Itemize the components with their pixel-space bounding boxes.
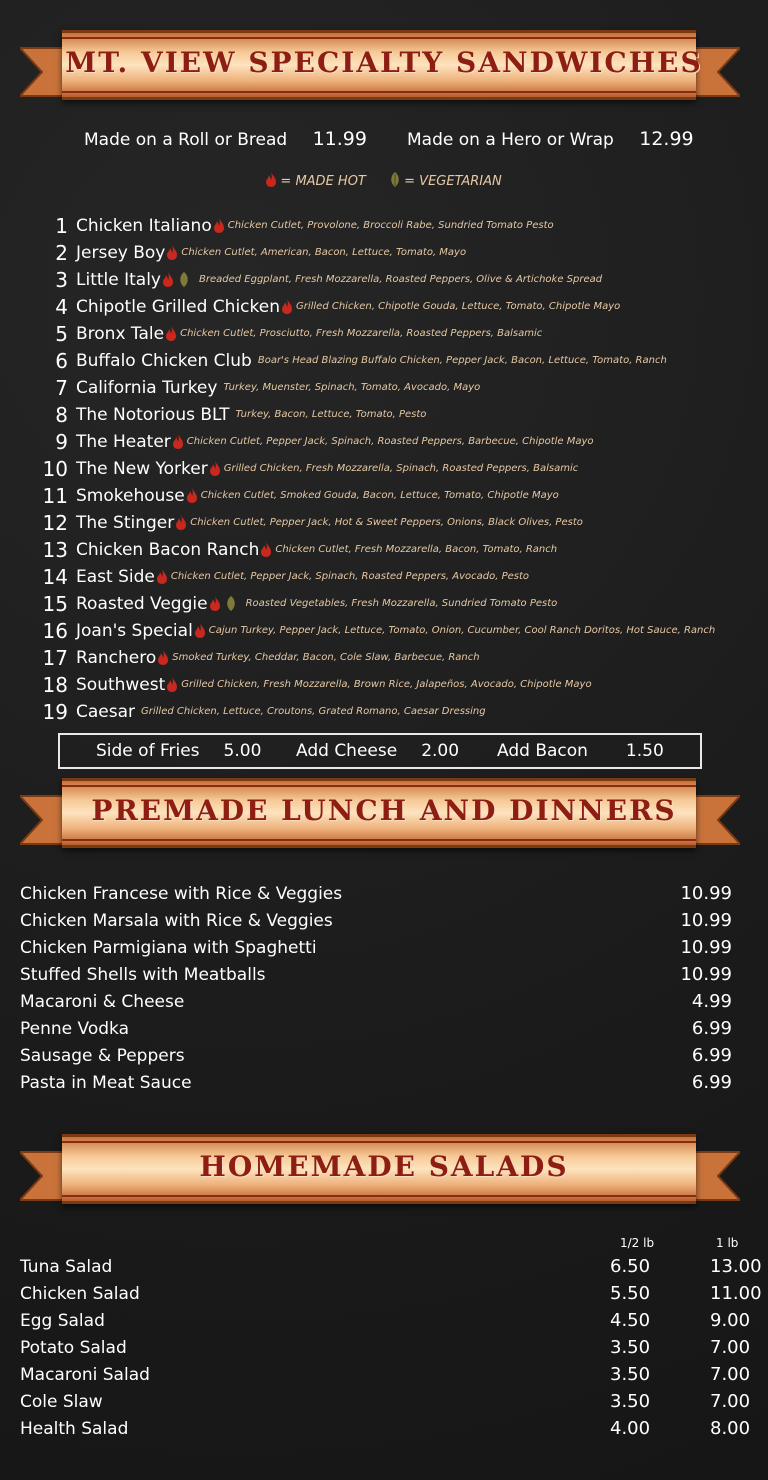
flame-icon [261,542,271,557]
sandwich-number: 2 [55,240,68,265]
sandwich-description: Chicken Cutlet, Pepper Jack, Spinach, Roasted Peppers, Avocado, Pesto [170,571,530,582]
sandwich-icons [167,675,177,694]
hero-label: Made on a Hero or Wrap [407,130,614,150]
sandwich-name: Chicken Bacon Ranch [76,539,260,560]
sandwich-icons [210,594,236,613]
sandwich-number: 1 [55,213,68,238]
half-pound-header: 1/2 lb [620,1236,655,1250]
premade-name: Penne Vodka [20,1018,129,1039]
sandwich-number: 6 [55,348,68,373]
flame-icon [167,245,177,260]
legend-vegetarian-label: = VEGETARIAN [404,174,502,189]
addon-fries [96,741,261,761]
sandwich-description: Chicken Cutlet, Smoked Gouda, Bacon, Lettuce, Tomato, Chipotle Mayo [200,490,559,501]
salad-half-price: 4.50 [610,1310,651,1331]
sandwich-description: Chicken Cutlet, Fresh Mozzarella, Bacon, Tomato, Ranch [275,544,558,555]
flame-icon [282,299,292,314]
sandwich-item [40,266,740,293]
sandwich-description: Turkey, Muenster, Spinach, Tomato, Avocado, Mayo [223,382,481,393]
hero-price: 12.99 [639,128,694,150]
premade-price: 4.99 [691,991,732,1012]
premade-price: 6.99 [691,1072,732,1093]
sandwich-icons [157,567,167,586]
salad-name: Macaroni Salad [20,1365,150,1385]
sandwich-name: East Side [76,566,155,587]
salad-name: Potato Salad [20,1338,127,1358]
flame-icon [166,326,176,341]
sandwich-number: 11 [42,483,68,508]
salad-half-price: 5.50 [610,1283,651,1304]
sandwich-name: Joan's Special [76,620,193,641]
salads-banner-title: HOMEMADE SALADS [199,1150,569,1183]
premade-banner [0,778,768,858]
sandwich-description: Chicken Cutlet, Prosciutto, Fresh Mozzarella, Roasted Peppers, Balsamic [180,328,543,339]
sandwich-name: Buffalo Chicken Club [76,350,252,371]
sandwich-item [40,482,740,509]
addon-price: 1.50 [625,741,664,761]
flame-icon [195,623,205,638]
sandwich-item [40,239,740,266]
addon-price: 2.00 [421,741,460,761]
premade-price: 6.99 [691,1045,732,1066]
sandwich-description: Chicken Cutlet, American, Bacon, Lettuce, Tomato, Mayo [181,247,467,258]
flame-icon [210,596,220,611]
hero-price-line [407,128,694,150]
salad-item [20,1254,760,1281]
sandwich-icons [210,459,220,478]
sandwich-list [40,212,740,725]
roll-label: Made on a Roll or Bread [84,130,288,150]
sandwich-description: Smoked Turkey, Cheddar, Bacon, Cole Slaw, Barbecue, Ranch [172,652,480,663]
sandwich-number: 10 [42,456,68,481]
sandwich-name: Roasted Veggie [76,593,208,614]
salad-full-price: 9.00 [710,1310,751,1331]
roll-price: 11.99 [312,128,367,150]
addon-bacon [497,741,664,761]
sandwich-name: Chipotle Grilled Chicken [76,296,280,317]
flame-icon [266,172,276,187]
flame-icon [158,650,168,665]
premade-name: Pasta in Meat Sauce [20,1072,192,1093]
sandwich-number: 8 [55,402,68,427]
flame-icon [176,515,186,530]
sandwich-number: 3 [55,267,68,292]
sandwich-item [40,401,740,428]
salad-list [20,1254,760,1443]
premade-name: Chicken Marsala with Rice & Veggies [20,910,333,931]
sandwich-item [40,671,740,698]
legend [0,172,768,189]
salad-full-price: 7.00 [710,1364,751,1385]
sandwich-icons [214,216,224,235]
premade-price: 10.99 [680,910,732,931]
sandwich-name: Southwest [76,674,166,695]
sandwich-description: Roasted Vegetables, Fresh Mozzarella, Sundried Tomato Pesto [245,598,558,609]
sandwich-item [40,374,740,401]
premade-price: 10.99 [680,883,732,904]
premade-name: Sausage & Peppers [20,1045,185,1066]
addon-label: Side of Fries [96,741,200,761]
flame-icon [173,434,183,449]
roll-price-line [84,128,367,150]
premade-name: Stuffed Shells with Meatballs [20,964,266,985]
salad-item [20,1335,760,1362]
sandwich-description: Chicken Cutlet, Pepper Jack, Hot & Sweet Peppers, Onions, Black Olives, Pesto [190,517,583,528]
sandwich-description: Breaded Eggplant, Fresh Mozzarella, Roasted Peppers, Olive & Artichoke Spread [199,274,603,285]
leaf-icon [390,172,400,187]
sandwich-icons [166,324,176,343]
premade-item [20,988,732,1015]
sandwich-number: 17 [42,645,68,670]
sandwich-name: The Stinger [76,512,175,533]
salad-half-price: 3.50 [610,1364,651,1385]
sandwich-icons [158,648,168,667]
sandwich-description: Chicken Cutlet, Pepper Jack, Spinach, Roasted Peppers, Barbecue, Chipotle Mayo [186,436,594,447]
premade-price: 6.99 [691,1018,732,1039]
sandwich-name: Little Italy [76,269,161,290]
sandwich-number: 16 [42,618,68,643]
flame-icon [167,677,177,692]
flame-icon [210,461,220,476]
salad-name: Cole Slaw [20,1392,103,1412]
sandwich-number: 9 [55,429,68,454]
sandwich-name: Ranchero [76,647,157,668]
sandwich-banner-title: MT. VIEW SPECIALTY SANDWICHES [65,46,703,79]
premade-item [20,934,732,961]
addon-cheese [296,741,459,761]
sandwich-item [40,698,740,725]
sandwich-name: The Notorious BLT [76,404,230,425]
salad-full-price: 8.00 [710,1418,751,1439]
salad-full-price: 7.00 [710,1391,751,1412]
sandwich-item [40,293,740,320]
premade-price: 10.99 [680,964,732,985]
salad-half-price: 4.00 [610,1418,651,1439]
sandwich-number: 19 [42,699,68,724]
flame-icon [163,272,173,287]
salad-item [20,1281,760,1308]
sandwich-number: 12 [42,510,68,535]
flame-icon [157,569,167,584]
sandwich-item [40,563,740,590]
sandwich-name: The Heater [76,431,171,452]
sandwich-number: 15 [42,591,68,616]
premade-item [20,1042,732,1069]
sandwich-item [40,347,740,374]
leaf-icon [226,596,236,611]
salad-item [20,1416,760,1443]
sandwich-icons [173,432,183,451]
sandwich-description: Cajun Turkey, Pepper Jack, Lettuce, Tomato, Onion, Cucumber, Cool Ranch Doritos, Hot Sauce, Ranch [208,625,716,636]
sandwich-name: Chicken Italiano [76,215,212,236]
sandwich-description: Grilled Chicken, Lettuce, Croutons, Grated Romano, Caesar Dressing [141,706,486,717]
salad-half-price: 6.50 [610,1256,651,1277]
sandwich-item [40,590,740,617]
salad-full-price: 13.00 [710,1256,762,1277]
sandwich-number: 4 [55,294,68,319]
sandwich-icons [195,621,205,640]
sandwich-description: Grilled Chicken, Fresh Mozzarella, Spinach, Roasted Peppers, Balsamic [223,463,579,474]
premade-item [20,1015,732,1042]
salad-name: Egg Salad [20,1311,105,1331]
sandwich-banner [0,30,768,110]
legend-made-hot [266,174,370,189]
sandwich-number: 13 [42,537,68,562]
addon-price: 5.00 [223,741,262,761]
salads-banner [0,1134,768,1214]
sandwich-icons [187,486,197,505]
sandwich-name: Bronx Tale [76,323,165,344]
sandwich-number: 5 [55,321,68,346]
sandwich-number: 7 [55,375,68,400]
sandwich-description: Boar's Head Blazing Buffalo Chicken, Pepper Jack, Bacon, Lettuce, Tomato, Ranch [257,355,667,366]
salad-half-price: 3.50 [610,1391,651,1412]
flame-icon [214,218,224,233]
sandwich-item [40,212,740,239]
sandwich-description: Grilled Chicken, Chipotle Gouda, Lettuce, Tomato, Chipotle Mayo [295,301,621,312]
addon-label: Add Cheese [296,741,398,761]
salad-name: Chicken Salad [20,1284,140,1304]
salad-item [20,1389,760,1416]
sandwich-icons [261,540,271,559]
full-pound-header: 1 lb [716,1236,739,1250]
salad-full-price: 11.00 [710,1283,762,1304]
premade-banner-title: PREMADE LUNCH AND DINNERS [91,794,677,827]
sandwich-name: Jersey Boy [76,242,166,263]
sandwich-item [40,509,740,536]
sandwich-description: Turkey, Bacon, Lettuce, Tomato, Pesto [235,409,427,420]
premade-list [20,880,732,1096]
legend-made-hot-label: = MADE HOT [280,174,366,189]
sandwich-item [40,428,740,455]
sandwich-item [40,455,740,482]
addons-box [58,733,702,769]
salad-item [20,1362,760,1389]
salad-name: Tuna Salad [20,1257,113,1277]
premade-name: Chicken Parmigiana with Spaghetti [20,937,317,958]
premade-item [20,961,732,988]
sandwich-item [40,536,740,563]
sandwich-name: The New Yorker [76,458,208,479]
premade-name: Chicken Francese with Rice & Veggies [20,883,343,904]
addon-label: Add Bacon [497,741,588,761]
salad-name: Health Salad [20,1419,129,1439]
sandwich-item [40,320,740,347]
sandwich-number: 14 [42,564,68,589]
sandwich-icons [176,513,186,532]
premade-item [20,907,732,934]
sandwich-number: 18 [42,672,68,697]
salad-item [20,1308,760,1335]
premade-item [20,1069,732,1096]
leaf-icon [179,272,189,287]
salad-half-price: 3.50 [610,1337,651,1358]
sandwich-icons [167,243,177,262]
sandwich-description: Grilled Chicken, Fresh Mozzarella, Brown Rice, Jalapeños, Avocado, Chipotle Mayo [181,679,592,690]
flame-icon [187,488,197,503]
sandwich-icons [282,297,292,316]
sandwich-name: California Turkey [76,377,218,398]
legend-vegetarian [390,174,502,189]
premade-name: Macaroni & Cheese [20,991,185,1012]
salad-full-price: 7.00 [710,1337,751,1358]
premade-price: 10.99 [680,937,732,958]
sandwich-icons [163,270,189,289]
sandwich-item [40,617,740,644]
sandwich-name: Smokehouse [76,485,185,506]
sandwich-description: Chicken Cutlet, Provolone, Broccoli Rabe, Sundried Tomato Pesto [227,220,554,231]
premade-item [20,880,732,907]
sandwich-name: Caesar [76,701,136,722]
sandwich-item [40,644,740,671]
